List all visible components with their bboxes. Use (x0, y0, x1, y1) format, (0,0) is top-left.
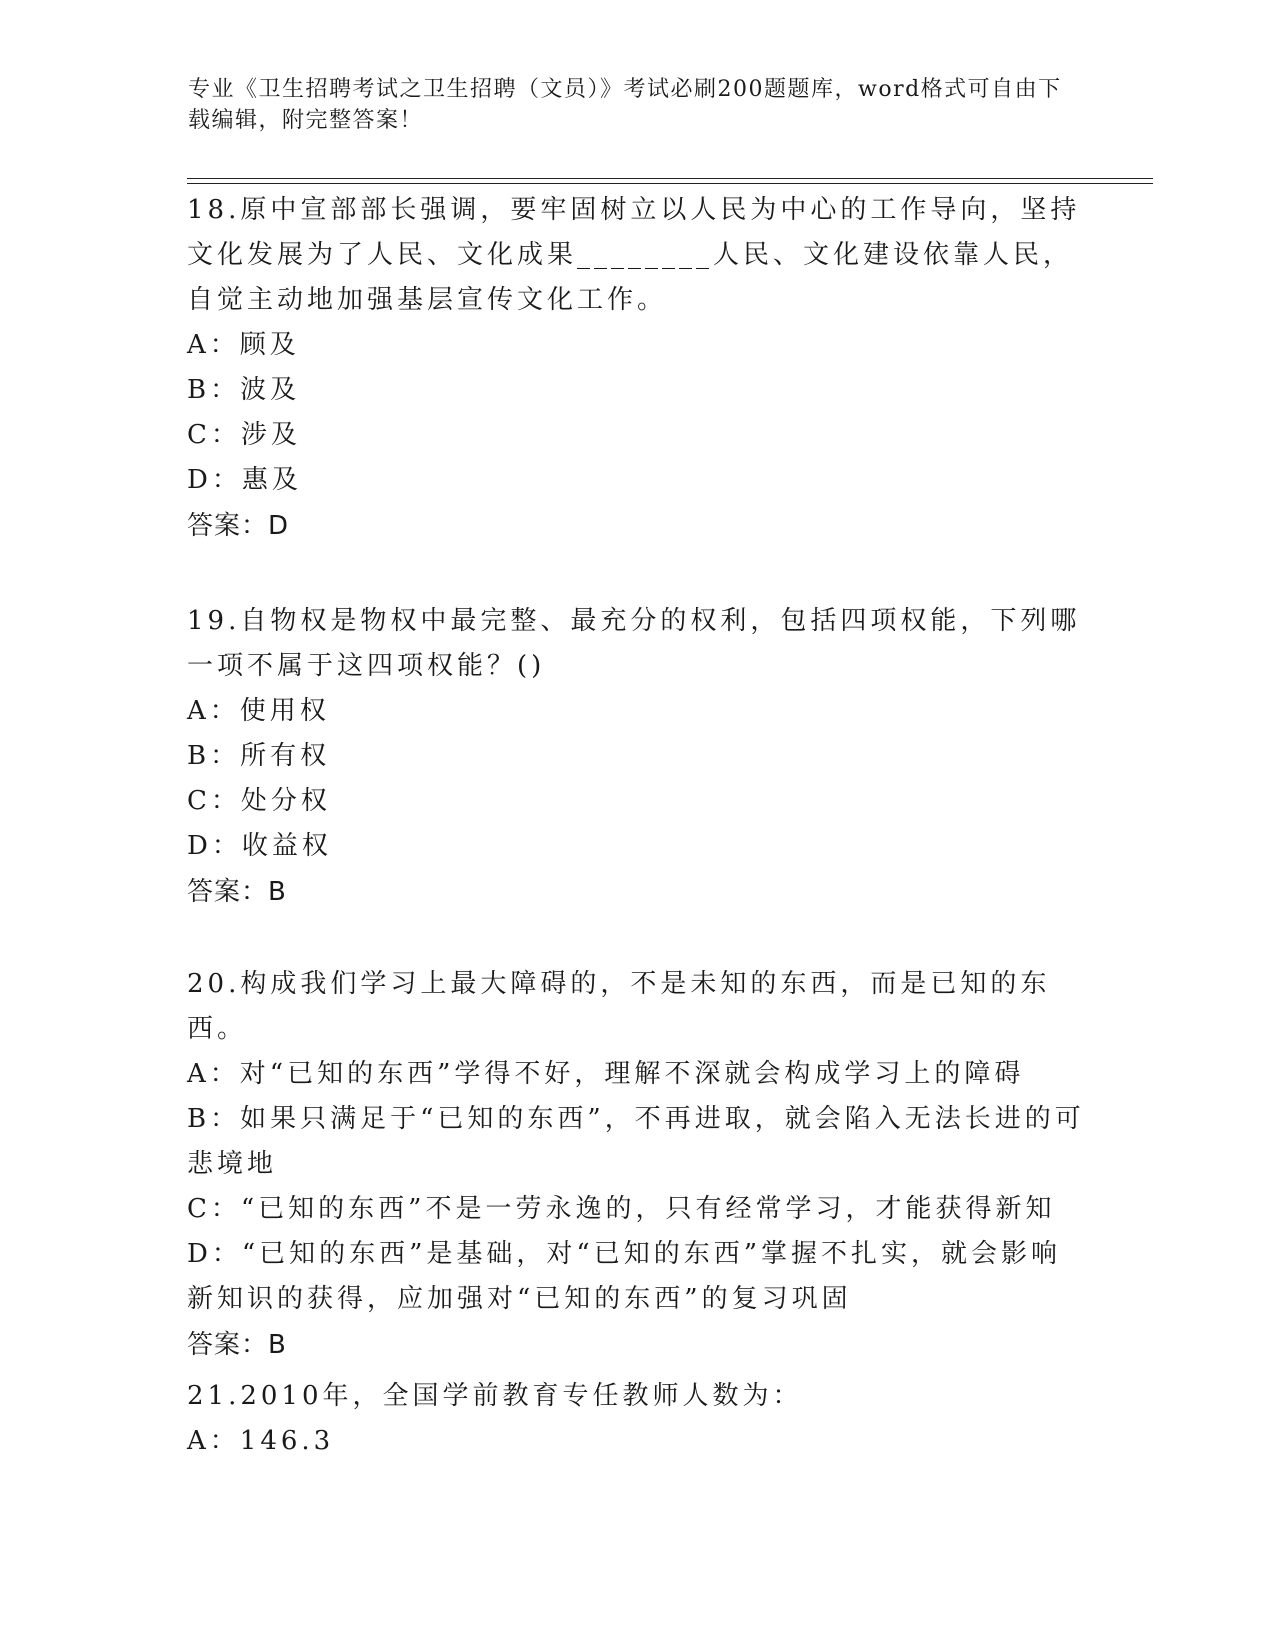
question-stem: 18.原中宣部部长强调，要牢固树立以人民为中心的工作导向，坚持文化发展为了人民、文化成果________人民、文化建设依靠人民，自觉主动地加强基层宣传文化工作。 (187, 195, 1081, 315)
question-19 (187, 599, 1087, 915)
option-a: A：顾及 (187, 330, 300, 360)
option-d: D：惠及 (187, 465, 302, 495)
question-18 (187, 188, 1087, 549)
option-a: A：使用权 (187, 696, 330, 726)
document-header: 专业《卫生招聘考试之卫生招聘（文员）》考试必刷200题题库，word格式可自由下载编辑，附完整答案！ (188, 77, 1062, 133)
option-d: D：“已知的东西”是基础，对“已知的东西”掌握不扎实，就会影响新知识的获得，应加强对“已知的东西”的复习巩固 (187, 1239, 1062, 1314)
option-c: C：涉及 (187, 420, 301, 450)
option-b: B：所有权 (187, 741, 331, 771)
option-a: A：对“已知的东西”学得不好，理解不深就会构成学习上的障碍 (187, 1059, 1025, 1089)
option-d: D：收益权 (187, 831, 332, 861)
option-c: C：“已知的东西”不是一劳永逸的，只有经常学习，才能获得新知 (187, 1194, 1056, 1224)
option-b: B：波及 (187, 375, 301, 405)
question-stem: 21.2010年，全国学前教育专任教师人数为： (187, 1381, 803, 1411)
header-divider-top (187, 178, 1153, 179)
option-b: B：如果只满足于“已知的东西”，不再进取，就会陷入无法长进的可悲境地 (187, 1104, 1085, 1179)
option-a: A：146.3 (187, 1426, 335, 1456)
answer-line: 答案：B (187, 877, 287, 907)
answer-line: 答案：D (187, 511, 290, 541)
option-c: C：处分权 (187, 786, 331, 816)
question-stem: 19.自物权是物权中最完整、最充分的权利，包括四项权能，下列哪一项不属于这四项权能？() (187, 606, 1081, 681)
question-21 (187, 1374, 1087, 1464)
question-stem: 20.构成我们学习上最大障碍的，不是未知的东西，而是已知的东西。 (187, 969, 1051, 1044)
answer-line: 答案：B (187, 1330, 287, 1360)
question-20 (187, 962, 1087, 1368)
header-divider-bottom (187, 183, 1153, 184)
